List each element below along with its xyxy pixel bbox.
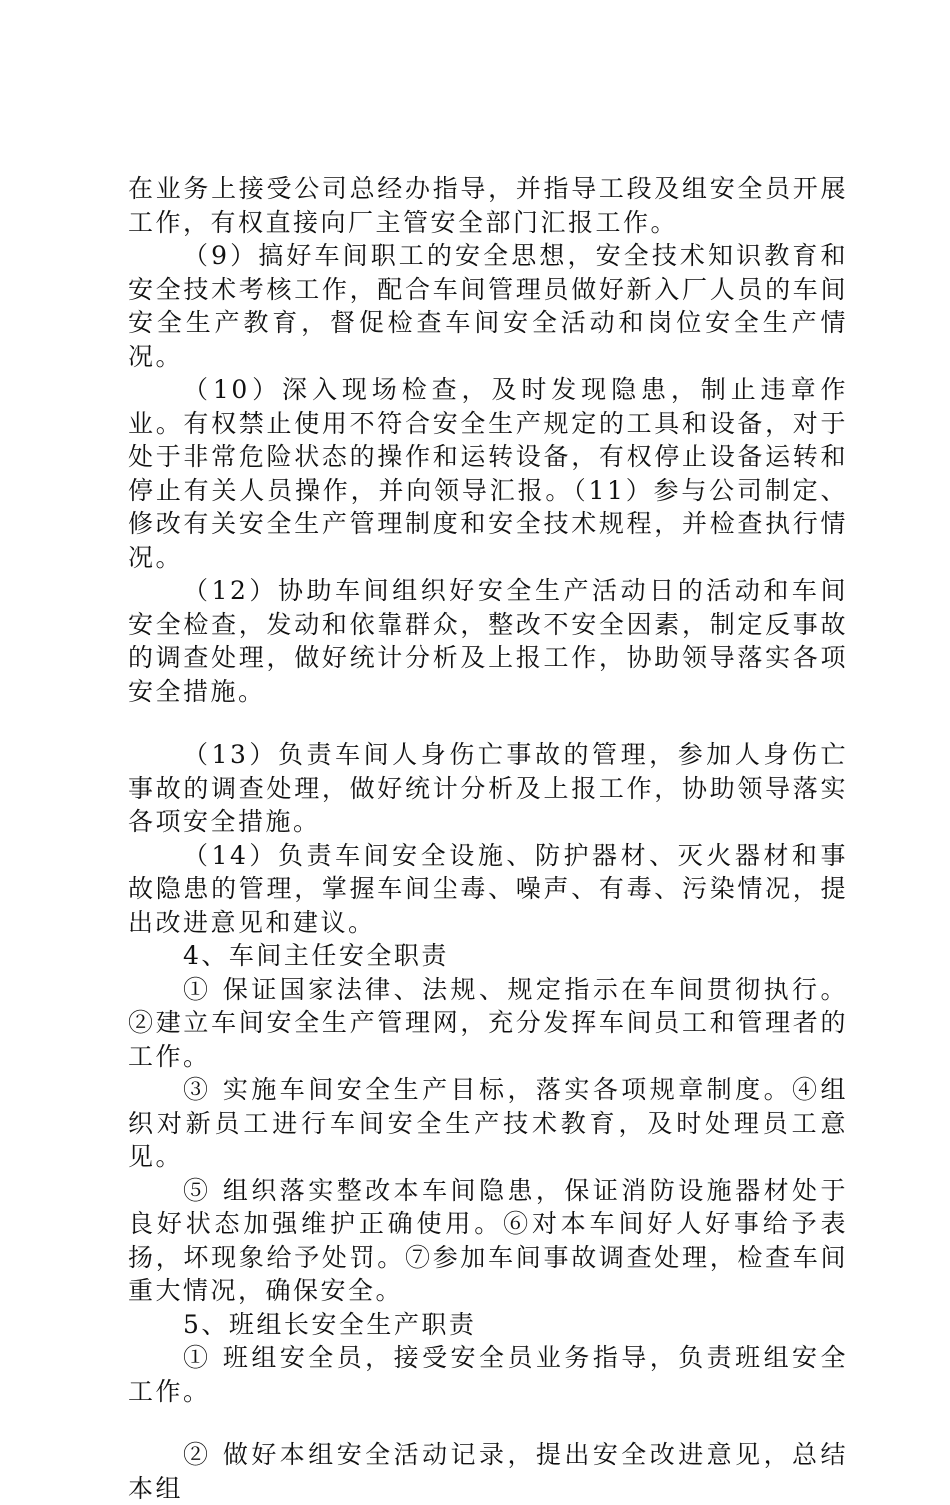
paragraph-item-12: （12）协助车间组织好安全生产活动日的活动和车间安全检查，发动和依靠群众，整改不安全因素，制定反事故的调查处理，做好统计分析及上报工作，协助领导落实各项安全措施。 <box>128 576 848 706</box>
paragraph-director-1-2: ① 保证国家法律、法规、规定指示在车间贯彻执行。②建立车间安全生产管理网，充分发挥车间员工和管理者的工作。 <box>128 974 848 1071</box>
paragraph-leader-1: ① 班组安全员，接受安全员业务指导，负责班组安全工作。 <box>128 1343 848 1406</box>
paragraph-item-13: （13）负责车间人身伤亡事故的管理，参加人身伤亡事故的调查处理，做好统计分析及上报工作，协助领导落实各项安全措施。 <box>128 740 848 836</box>
paragraph-item-14: （14）负责车间安全设施、防护器材、灭火器材和事故隐患的管理，掌握车间尘毒、噪声、有毒、污染情况，提出改进意见和建议。 <box>128 840 848 937</box>
paragraph-item-9: （9）搞好车间职工的安全思想，安全技术知识教育和安全技术考核工作，配合车间管理员做好新入厂人员的车间安全生产教育，督促检查车间安全活动和岗位安全生产情况。 <box>128 241 848 371</box>
paragraph-leader-2: ② 做好本组安全活动记录，提出安全改进意见，总结本组 <box>128 1440 848 1503</box>
section-heading-5: 5、班组长安全生产职责 <box>183 1309 477 1339</box>
paragraph-director-5-7: ⑤ 组织落实整改本车间隐患，保证消防设施器材处于良好状态加强维护正确使用。⑥对本车间好人好事给予表扬，坏现象给予处罚。⑦参加车间事故调查处理，检查车间重大情况，确保安全。 <box>128 1175 848 1305</box>
paragraph-continuation: 在业务上接受公司总经办指导，并指导工段及组安全员开展工作，有权直接向厂主管安全部门汇报工作。 <box>128 174 848 237</box>
paragraph-director-3-4: ③ 实施车间安全生产目标，落实各项规章制度。④组织对新员工进行车间安全生产技术教育，及时处理员工意见。 <box>128 1075 848 1171</box>
paragraph-item-10-11: （10）深入现场检查，及时发现隐患，制止违章作业。有权禁止使用不符合安全生产规定的工具和设备，对于处于非常危险状态的操作和运转设备，有权停止设备运转和停止有关人员操作，并向领导汇报。（11）参与公司制定、修改有关安全生产管理制度和安全技术规程，并检查执行情况。 <box>128 375 848 572</box>
section-heading-4: 4、车间主任安全职责 <box>183 941 449 970</box>
document-body <box>128 172 848 1505</box>
